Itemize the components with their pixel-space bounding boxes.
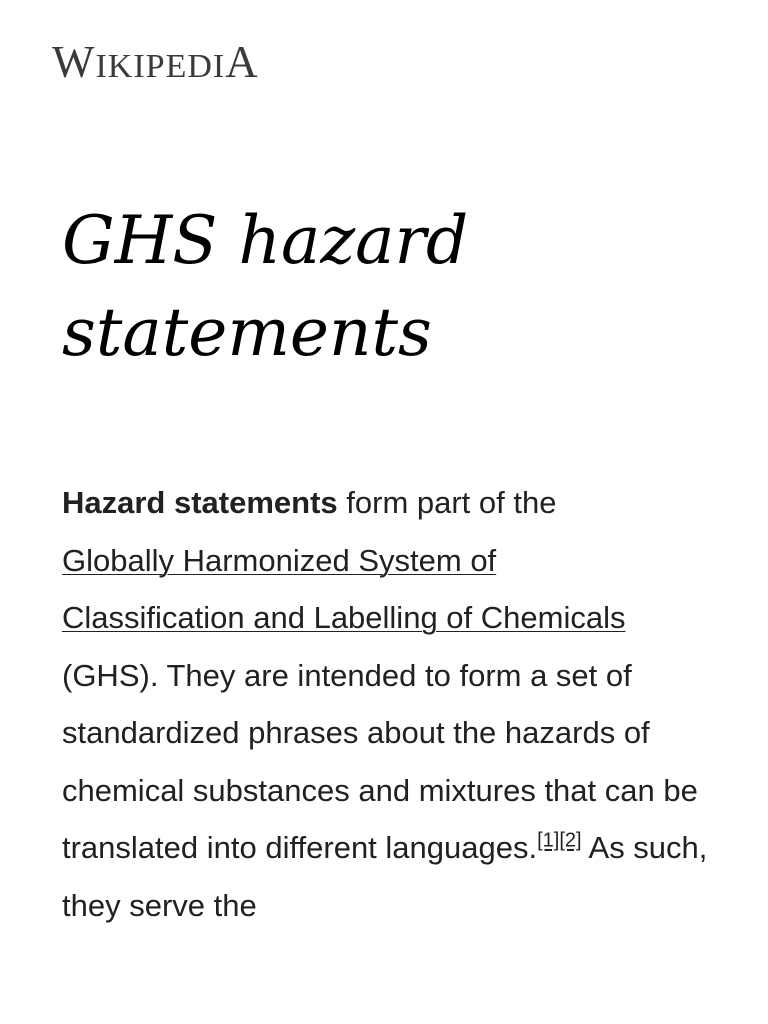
reference-1[interactable] [537, 830, 559, 852]
page-title-line-2: statements [62, 294, 432, 371]
lead-text-1: form part of the [337, 485, 557, 520]
page-title-line-1: GHS hazard [62, 202, 469, 279]
reference-1-link[interactable]: [1] [537, 829, 560, 852]
page-title [62, 195, 722, 379]
ghs-link-line-1: Globally Harmonized System of [62, 542, 497, 578]
ghs-link-line-2: Classification and Labelling of Chemicals [62, 600, 626, 635]
logo-letter-a: A [225, 37, 259, 87]
lead-paragraph [62, 474, 712, 934]
wikipedia-logo[interactable] [52, 37, 259, 87]
logo-letters: IKIPEDI [95, 48, 226, 85]
lead-text-2: (GHS). They are intended to form a set of standardized phrases about the hazards of chemical substances and mixtures that can be translated into different languages. [62, 657, 698, 865]
ghs-article-link[interactable] [62, 543, 625, 636]
lead-text-3: As such, they serve the [62, 830, 708, 923]
bold-term: Hazard statements [62, 485, 338, 520]
reference-2[interactable] [559, 830, 581, 852]
reference-2-link[interactable]: [2] [559, 829, 582, 852]
logo-letter-w: W [52, 37, 96, 87]
